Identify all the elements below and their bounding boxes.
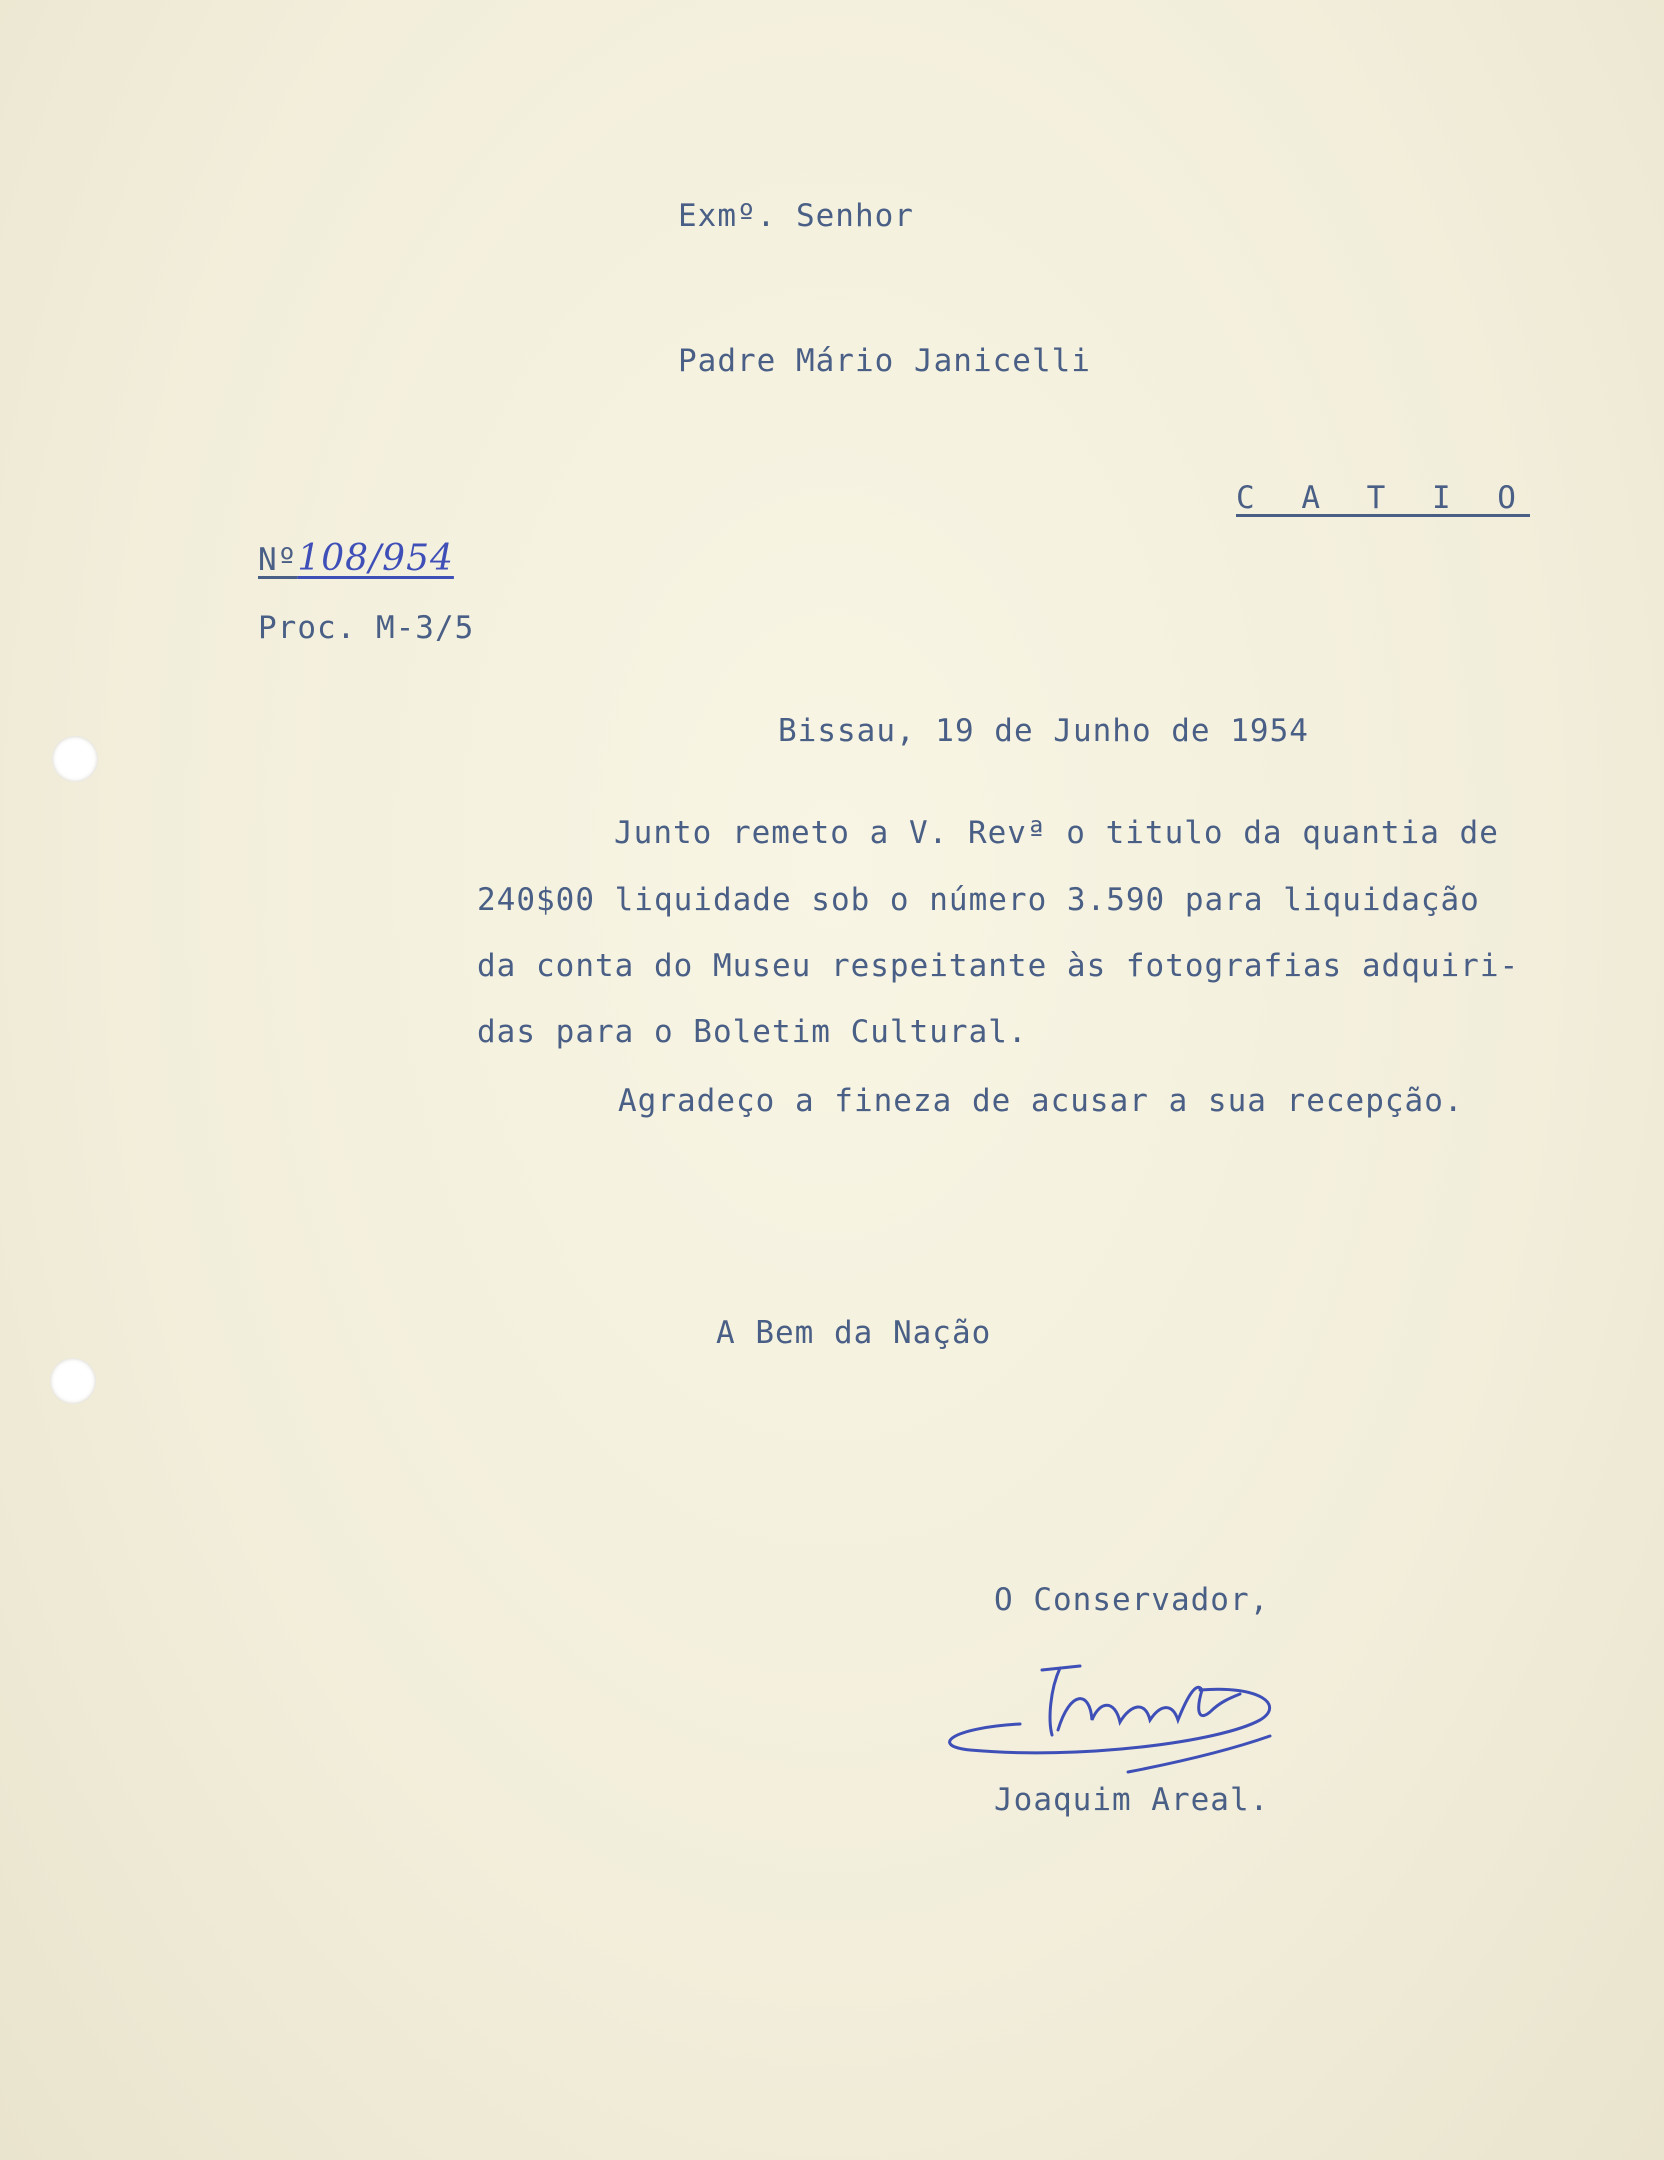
- salutation: Exmº. Senhor: [678, 198, 914, 234]
- reference-number-value: 108/954: [297, 538, 454, 579]
- dateline: Bissau, 19 de Junho de 1954: [778, 713, 1309, 749]
- punch-hole-bottom: [50, 1358, 96, 1404]
- signer-title: O Conservador,: [994, 1582, 1270, 1618]
- body-line: Junto remeto a V. Revª o titulo da quantia de: [614, 815, 1499, 851]
- body-line: das para o Boletim Cultural.: [477, 1014, 1028, 1050]
- recipient-name: Padre Mário Janicelli: [678, 343, 1091, 379]
- recipient-place: C A T I O: [1236, 480, 1530, 516]
- handwritten-signature: [940, 1650, 1300, 1780]
- reference-number: [258, 538, 454, 579]
- body-line: da conta do Museu respeitante às fotografias adquiri-: [477, 948, 1520, 984]
- closing-formula: A Bem da Nação: [716, 1315, 992, 1351]
- thanks-line: Agradeço a fineza de acusar a sua recepção.: [618, 1083, 1464, 1119]
- signer-name: Joaquim Areal.: [994, 1782, 1270, 1818]
- body-line: 240$00 liquidade sob o número 3.590 para liquidação: [477, 882, 1480, 918]
- process-reference: Proc. M-3/5: [258, 610, 475, 646]
- reference-number-prefix: Nº: [258, 542, 298, 578]
- punch-hole-top: [52, 736, 98, 782]
